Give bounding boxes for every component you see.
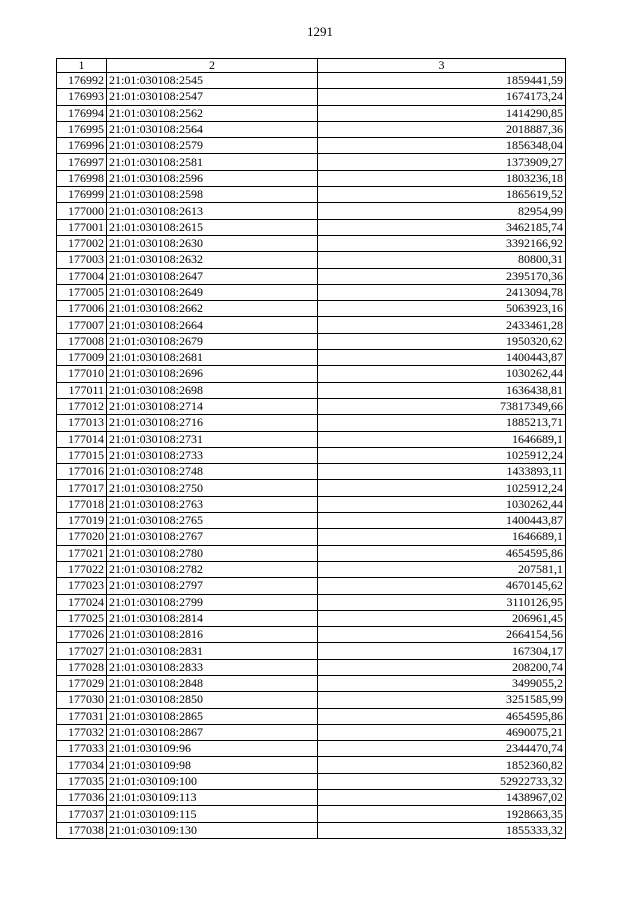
cadastral-number-cell: 21:01:030108:2615 — [107, 219, 318, 235]
table-row — [57, 382, 566, 398]
cadastral-number-cell: 21:01:030108:2649 — [107, 284, 318, 300]
row-number-cell: 176997 — [57, 154, 107, 170]
value-cell: 1856348,04 — [318, 138, 566, 154]
cadastral-number-cell: 21:01:030108:2780 — [107, 545, 318, 561]
value-cell: 207581,1 — [318, 561, 566, 577]
value-cell: 2018887,36 — [318, 121, 566, 137]
value-cell: 1855333,32 — [318, 822, 566, 838]
row-number-cell: 177026 — [57, 627, 107, 643]
row-number-cell: 177035 — [57, 773, 107, 789]
data-table — [56, 58, 566, 839]
row-number-cell: 177000 — [57, 203, 107, 219]
value-cell: 1865619,52 — [318, 187, 566, 203]
value-cell: 1803236,18 — [318, 170, 566, 186]
value-cell: 206961,45 — [318, 610, 566, 626]
row-number-cell: 177005 — [57, 284, 107, 300]
table-row — [57, 398, 566, 414]
table-row — [57, 643, 566, 659]
row-number-cell: 177023 — [57, 578, 107, 594]
cadastral-number-cell: 21:01:030108:2833 — [107, 659, 318, 675]
cadastral-number-cell: 21:01:030108:2681 — [107, 350, 318, 366]
cadastral-number-cell: 21:01:030108:2867 — [107, 724, 318, 740]
cadastral-number-cell: 21:01:030108:2816 — [107, 627, 318, 643]
table-row — [57, 252, 566, 268]
row-number-cell: 176992 — [57, 73, 107, 89]
value-cell: 3499055,2 — [318, 675, 566, 691]
cadastral-number-cell: 21:01:030108:2782 — [107, 561, 318, 577]
row-number-cell: 177002 — [57, 235, 107, 251]
table-row — [57, 513, 566, 529]
row-number-cell: 177027 — [57, 643, 107, 659]
row-number-cell: 177001 — [57, 219, 107, 235]
table-row — [57, 659, 566, 675]
row-number-cell: 177032 — [57, 724, 107, 740]
table-row — [57, 235, 566, 251]
cadastral-number-cell: 21:01:030109:98 — [107, 757, 318, 773]
cadastral-number-cell: 21:01:030108:2679 — [107, 333, 318, 349]
table-row — [57, 138, 566, 154]
cadastral-number-cell: 21:01:030108:2850 — [107, 692, 318, 708]
table-row — [57, 578, 566, 594]
value-cell: 1885213,71 — [318, 415, 566, 431]
table-row — [57, 170, 566, 186]
cadastral-number-cell: 21:01:030108:2765 — [107, 513, 318, 529]
column-header-3: 3 — [318, 59, 566, 73]
row-number-cell: 177004 — [57, 268, 107, 284]
cadastral-number-cell: 21:01:030108:2831 — [107, 643, 318, 659]
row-number-cell: 177033 — [57, 741, 107, 757]
row-number-cell: 177025 — [57, 610, 107, 626]
table-row — [57, 73, 566, 89]
value-cell: 1852360,82 — [318, 757, 566, 773]
cadastral-number-cell: 21:01:030109:100 — [107, 773, 318, 789]
table-header-row — [57, 59, 566, 73]
cadastral-number-cell: 21:01:030109:96 — [107, 741, 318, 757]
cadastral-number-cell: 21:01:030108:2547 — [107, 89, 318, 105]
cadastral-number-cell: 21:01:030108:2714 — [107, 398, 318, 414]
table-row — [57, 822, 566, 838]
row-number-cell: 177038 — [57, 822, 107, 838]
cadastral-number-cell: 21:01:030108:2647 — [107, 268, 318, 284]
table-row — [57, 415, 566, 431]
table-row — [57, 675, 566, 691]
cadastral-number-cell: 21:01:030108:2698 — [107, 382, 318, 398]
cadastral-number-cell: 21:01:030109:130 — [107, 822, 318, 838]
table-row — [57, 431, 566, 447]
cadastral-number-cell: 21:01:030108:2613 — [107, 203, 318, 219]
table-body — [57, 73, 566, 839]
row-number-cell: 177034 — [57, 757, 107, 773]
cadastral-number-cell: 21:01:030108:2564 — [107, 121, 318, 137]
row-number-cell: 177011 — [57, 382, 107, 398]
cadastral-number-cell: 21:01:030108:2581 — [107, 154, 318, 170]
column-header-1: 1 — [57, 59, 107, 73]
value-cell: 2395170,36 — [318, 268, 566, 284]
row-number-cell: 177013 — [57, 415, 107, 431]
value-cell: 80800,31 — [318, 252, 566, 268]
row-number-cell: 177030 — [57, 692, 107, 708]
table-row — [57, 692, 566, 708]
value-cell: 1025912,24 — [318, 447, 566, 463]
row-number-cell: 177024 — [57, 594, 107, 610]
table-row — [57, 464, 566, 480]
value-cell: 4690075,21 — [318, 724, 566, 740]
cadastral-number-cell: 21:01:030108:2664 — [107, 317, 318, 333]
value-cell: 1646689,1 — [318, 529, 566, 545]
value-cell: 1030262,44 — [318, 366, 566, 382]
row-number-cell: 177008 — [57, 333, 107, 349]
table-row — [57, 561, 566, 577]
table-row — [57, 333, 566, 349]
table-row — [57, 187, 566, 203]
value-cell: 73817349,66 — [318, 398, 566, 414]
table-row — [57, 284, 566, 300]
column-header-2: 2 — [107, 59, 318, 73]
table-row — [57, 773, 566, 789]
cadastral-number-cell: 21:01:030108:2545 — [107, 73, 318, 89]
row-number-cell: 176999 — [57, 187, 107, 203]
cadastral-number-cell: 21:01:030108:2596 — [107, 170, 318, 186]
row-number-cell: 176995 — [57, 121, 107, 137]
row-number-cell: 177006 — [57, 301, 107, 317]
cadastral-number-cell: 21:01:030108:2865 — [107, 708, 318, 724]
cadastral-number-cell: 21:01:030108:2748 — [107, 464, 318, 480]
table-row — [57, 529, 566, 545]
row-number-cell: 177014 — [57, 431, 107, 447]
value-cell: 2664154,56 — [318, 627, 566, 643]
value-cell: 2413094,78 — [318, 284, 566, 300]
value-cell: 1400443,87 — [318, 350, 566, 366]
row-number-cell: 177015 — [57, 447, 107, 463]
cadastral-number-cell: 21:01:030108:2814 — [107, 610, 318, 626]
cadastral-number-cell: 21:01:030108:2562 — [107, 105, 318, 121]
row-number-cell: 176993 — [57, 89, 107, 105]
value-cell: 5063923,16 — [318, 301, 566, 317]
cadastral-number-cell: 21:01:030108:2731 — [107, 431, 318, 447]
value-cell: 1646689,1 — [318, 431, 566, 447]
value-cell: 1030262,44 — [318, 496, 566, 512]
table-row — [57, 121, 566, 137]
row-number-cell: 177016 — [57, 464, 107, 480]
value-cell: 1636438,81 — [318, 382, 566, 398]
page-number: 1291 — [307, 24, 333, 39]
value-cell: 4654595,86 — [318, 545, 566, 561]
value-cell: 208200,74 — [318, 659, 566, 675]
table-row — [57, 610, 566, 626]
row-number-cell: 177037 — [57, 806, 107, 822]
value-cell: 2344470,74 — [318, 741, 566, 757]
table-row — [57, 594, 566, 610]
cadastral-number-cell: 21:01:030108:2799 — [107, 594, 318, 610]
row-number-cell: 177007 — [57, 317, 107, 333]
value-cell: 82954,99 — [318, 203, 566, 219]
value-cell: 1025912,24 — [318, 480, 566, 496]
table-row — [57, 757, 566, 773]
cadastral-number-cell: 21:01:030108:2632 — [107, 252, 318, 268]
value-cell: 1373909,27 — [318, 154, 566, 170]
table-row — [57, 708, 566, 724]
table-row — [57, 806, 566, 822]
value-cell: 1438967,02 — [318, 790, 566, 806]
row-number-cell: 176996 — [57, 138, 107, 154]
value-cell: 3251585,99 — [318, 692, 566, 708]
cadastral-number-cell: 21:01:030108:2630 — [107, 235, 318, 251]
row-number-cell: 177003 — [57, 252, 107, 268]
value-cell: 4670145,62 — [318, 578, 566, 594]
cadastral-number-cell: 21:01:030108:2750 — [107, 480, 318, 496]
table-row — [57, 154, 566, 170]
table-row — [57, 447, 566, 463]
table-row — [57, 105, 566, 121]
table-row — [57, 366, 566, 382]
cadastral-number-cell: 21:01:030108:2733 — [107, 447, 318, 463]
value-cell: 2433461,28 — [318, 317, 566, 333]
table-row — [57, 268, 566, 284]
cadastral-number-cell: 21:01:030108:2848 — [107, 675, 318, 691]
cadastral-number-cell: 21:01:030108:2797 — [107, 578, 318, 594]
row-number-cell: 177009 — [57, 350, 107, 366]
cadastral-number-cell: 21:01:030109:115 — [107, 806, 318, 822]
row-number-cell: 176994 — [57, 105, 107, 121]
table-row — [57, 350, 566, 366]
row-number-cell: 177031 — [57, 708, 107, 724]
value-cell: 3392166,92 — [318, 235, 566, 251]
value-cell: 1859441,59 — [318, 73, 566, 89]
row-number-cell: 177036 — [57, 790, 107, 806]
table-row — [57, 89, 566, 105]
row-number-cell: 177022 — [57, 561, 107, 577]
row-number-cell: 177019 — [57, 513, 107, 529]
table-row — [57, 790, 566, 806]
value-cell: 3110126,95 — [318, 594, 566, 610]
row-number-cell: 177021 — [57, 545, 107, 561]
row-number-cell: 177012 — [57, 398, 107, 414]
cadastral-number-cell: 21:01:030108:2696 — [107, 366, 318, 382]
table-row — [57, 480, 566, 496]
table-row — [57, 545, 566, 561]
cadastral-number-cell: 21:01:030108:2767 — [107, 529, 318, 545]
value-cell: 1433893,11 — [318, 464, 566, 480]
cadastral-number-cell: 21:01:030108:2716 — [107, 415, 318, 431]
value-cell: 4654595,86 — [318, 708, 566, 724]
row-number-cell: 177018 — [57, 496, 107, 512]
value-cell: 1928663,35 — [318, 806, 566, 822]
table-row — [57, 724, 566, 740]
row-number-cell: 177010 — [57, 366, 107, 382]
table-row — [57, 219, 566, 235]
value-cell: 1400443,87 — [318, 513, 566, 529]
cadastral-number-cell: 21:01:030108:2662 — [107, 301, 318, 317]
row-number-cell: 176998 — [57, 170, 107, 186]
row-number-cell: 177028 — [57, 659, 107, 675]
table-row — [57, 317, 566, 333]
value-cell: 3462185,74 — [318, 219, 566, 235]
value-cell: 52922733,32 — [318, 773, 566, 789]
cadastral-number-cell: 21:01:030109:113 — [107, 790, 318, 806]
value-cell: 1950320,62 — [318, 333, 566, 349]
table-row — [57, 627, 566, 643]
table-row — [57, 301, 566, 317]
value-cell: 167304,17 — [318, 643, 566, 659]
table-row — [57, 741, 566, 757]
cadastral-number-cell: 21:01:030108:2598 — [107, 187, 318, 203]
table-row — [57, 496, 566, 512]
value-cell: 1414290,85 — [318, 105, 566, 121]
row-number-cell: 177029 — [57, 675, 107, 691]
cadastral-number-cell: 21:01:030108:2763 — [107, 496, 318, 512]
row-number-cell: 177020 — [57, 529, 107, 545]
cadastral-number-cell: 21:01:030108:2579 — [107, 138, 318, 154]
row-number-cell: 177017 — [57, 480, 107, 496]
table-row — [57, 203, 566, 219]
value-cell: 1674173,24 — [318, 89, 566, 105]
